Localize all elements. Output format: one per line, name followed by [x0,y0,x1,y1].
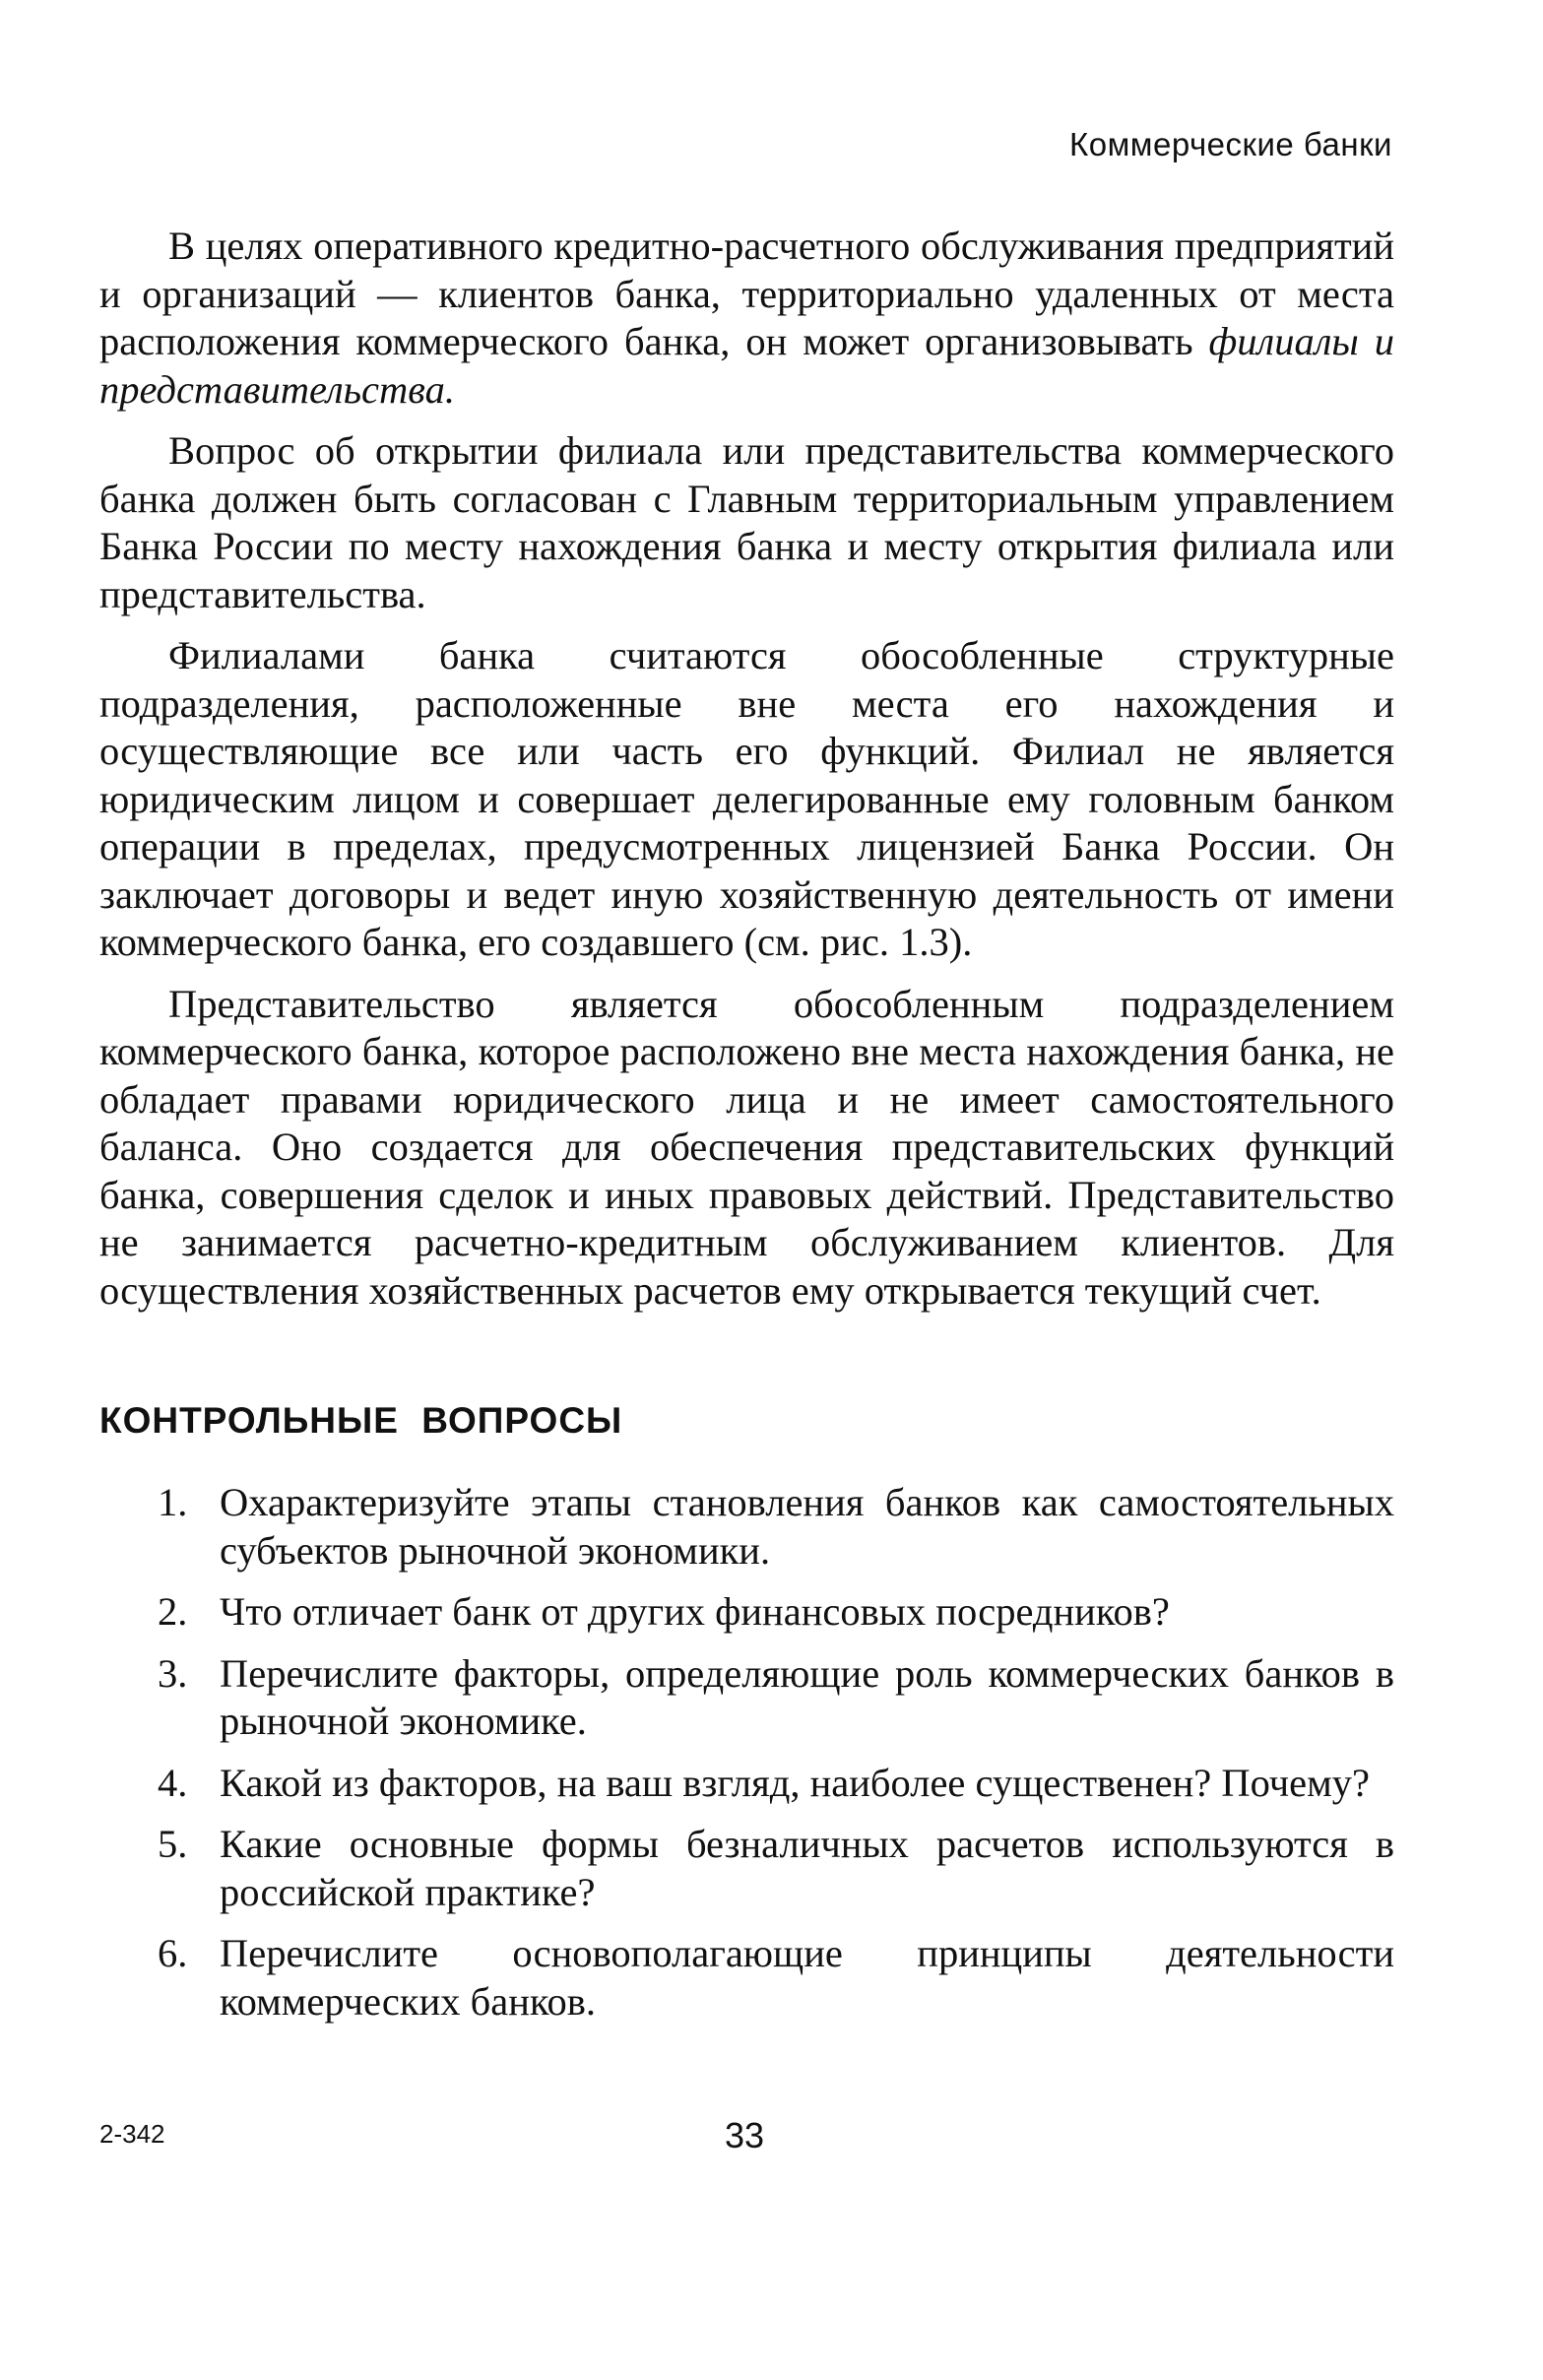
paragraph-branches-intro [99,223,1394,414]
question-text: Перечислите основополагающие принципы деятельности коммерческих банков. [220,1931,1394,2024]
question-text: Охарактеризуйте этапы становления банков как самостоятельных субъектов рыночной экономики. [220,1480,1394,1573]
paragraph-branch-definition [99,632,1394,967]
question-number: 2. [158,1589,188,1634]
list-item [158,1930,1394,2026]
paragraph-text: Вопрос об открытии филиала или представительства коммерческого банка должен быть согласован с Главным территориальным управлением Банка России по месту нахождения банка и месту открытия филиала или представительства. [99,428,1394,616]
paragraph-text: Филиалами банка считаются обособленные структурные подразделения, расположенные вне места его нахождения и осуществляющие все или часть его функций. Филиал не является юридическим лицом и совершает делегированные ему головным банком операции в пределах, предусмотренных лицензией Банка России. Он заключает договоры и ведет иную хозяйственную деятельность от имени коммерческого банка, его создавшего (см. рис. 1.3). [99,633,1394,964]
question-number: 5. [158,1822,188,1866]
question-list [158,1479,1394,2039]
paragraph-text: Представительство является обособленным подразделением коммерческого банка, которое расположено вне места нахождения банка, не обладает правами юридического лица и не имеет самостоятельного баланса. Оно создается для обеспечения представительских функций банка, совершения сделок и иных правовых действий. Представительство не занимается расчетно-кредитным обслуживанием клиентов. Для осуществления хозяйственных расчетов ему открывается текущий счет. [99,981,1394,1313]
question-number: 1. [158,1480,188,1524]
list-item [158,1760,1394,1808]
list-item [158,1821,1394,1916]
paragraph-opening-approval [99,427,1394,618]
running-head: Коммерческие банки [1069,126,1392,162]
question-number: 4. [158,1760,188,1805]
question-text: Какой из факторов, на ваш взгляд, наиболее существенен? Почему? [220,1760,1370,1805]
body-text [99,223,1394,1328]
emphasis-term: филиалы и представительства. [99,319,1394,412]
question-text: Какие основные формы безналичных расчетов используются в российской практике? [220,1822,1394,1914]
list-item [158,1650,1394,1746]
question-number: 3. [158,1650,188,1696]
printer-signature-mark: 2-342 [99,2119,165,2149]
section-heading: КОНТРОЛЬНЫЕ ВОПРОСЫ [99,1400,623,1441]
list-item [158,1588,1394,1637]
paragraph-text: В целях оперативного кредитно-расчетного обслуживания предприятий и организаций — клиентов банка, территориально удаленных от места расположения коммерческого банка, он может организовывать [99,224,1394,363]
question-text: Что отличает банк от других финансовых посредников? [220,1589,1170,1634]
question-text: Перечислите факторы, определяющие роль коммерческих банков в рыночной экономике. [220,1650,1394,1743]
paragraph-representative-office [99,981,1394,1316]
page-number: 33 [725,2115,765,2155]
question-number: 6. [158,1931,188,1975]
list-item [158,1479,1394,1575]
